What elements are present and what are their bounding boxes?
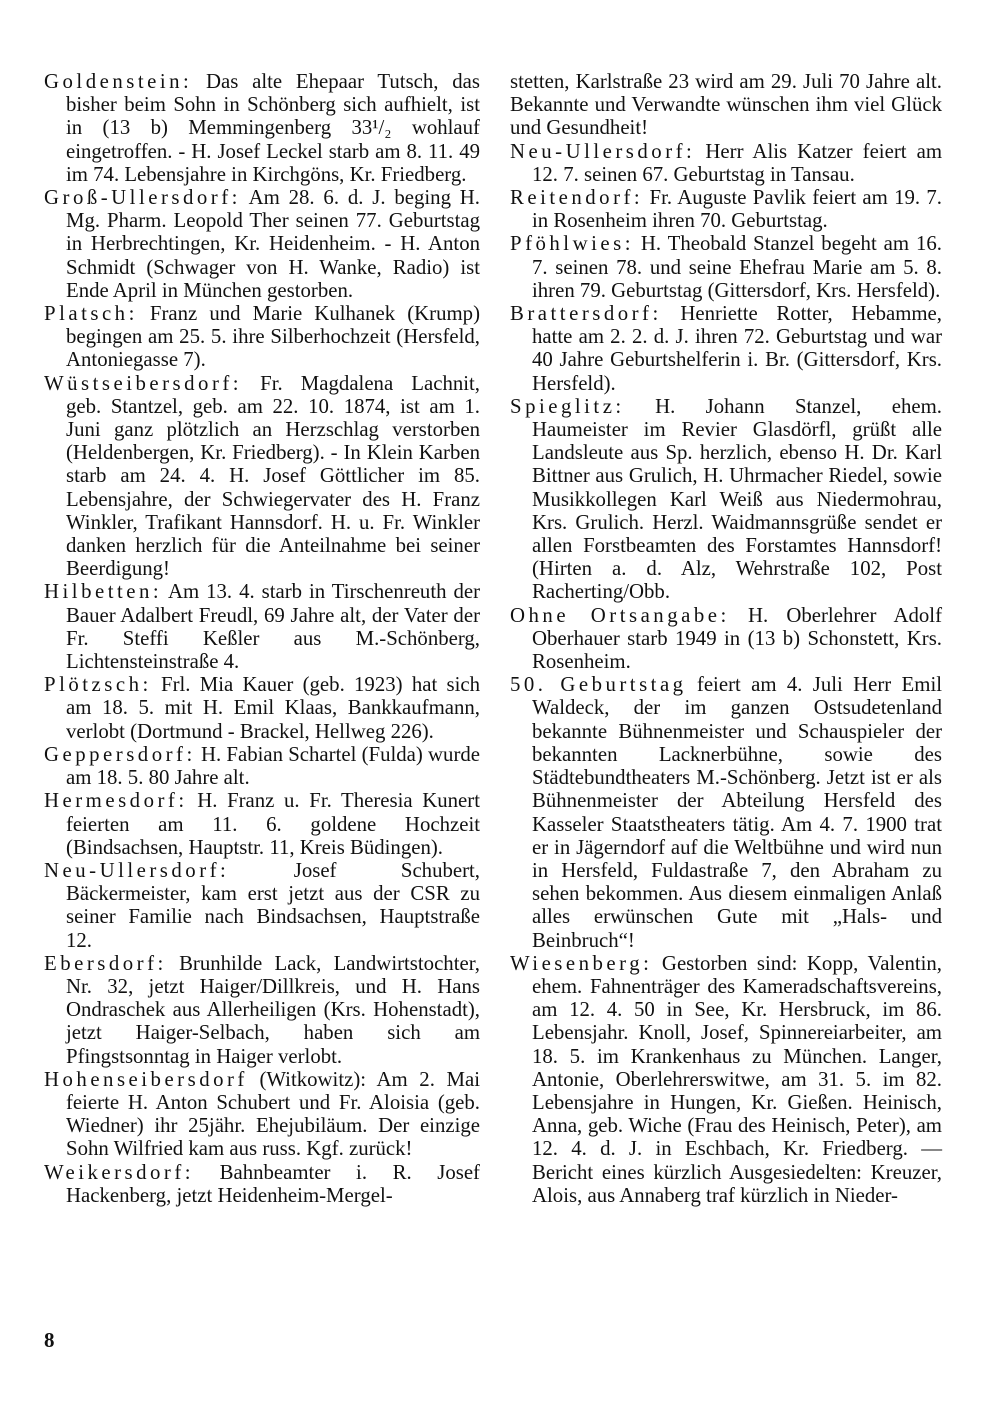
place-name: Hohenseibersdorf xyxy=(44,1067,248,1091)
entry-text: feiert am 4. Juli Herr Emil Waldeck, der im ganzen Ostsudetenland bekannte Bühnenmeister und Schauspieler der bekannten Lacknerbühne, sowie des Städtebundtheaters M.-Schönberg. Jetzt ist er als Bühnenmeister der Abteilung Hersfeld des Kasseler Staatstheaters tätig. Am 4. 7. 1900 trat er in Jägerndorf auf die Weltbühne und wird nun in Hersfeld, Fuldastraße 7, den Abraham zu sehen bekommen. Aus diesem einmaligen Anlaß alles erwünschen Gute mit „Hals- und Beinbruch“! xyxy=(532,673,942,952)
entry-text: Das alte Ehepaar Tutsch, das bisher beim Sohn in Schönberg sich aufhielt, ist in (13 b) Memmingenberg 33¹/₂ wohlauf eingetroffen. - H. Josef Leckel starb am 8. 11. 49 im 74. Lebensjahre in Kirchgöns, Kr. Friedberg. xyxy=(66,70,480,186)
news-entry xyxy=(510,186,942,232)
entry-text: Am 28. 6. d. J. beging H. Mg. Pharm. Leopold Ther seinen 77. Geburtstag in Herbrechtingen, Kr. Heidenheim. - H. Anton Schmidt (Schwager von H. Wanke, Radio) ist Ende April in München gestorben. xyxy=(66,186,480,302)
news-entry xyxy=(44,302,480,372)
entry-text: Am 13. 4. starb in Tirschenreuth der Bauer Adalbert Freudl, 69 Jahre alt, der Vater der Fr. Steffi Keßler aus M.-Schönberg, Lichtensteinstraße 4. xyxy=(66,580,480,674)
place-name: Ohne Ortsangabe: xyxy=(510,603,730,627)
news-entry xyxy=(44,580,480,673)
entry-text: stetten, Karlstraße 23 wird am 29. Juli 70 Jahre alt. Bekannte und Verwandte wünschen ihm viel Glück und Gesundheit! xyxy=(510,70,942,140)
place-name: Pföhlwies: xyxy=(510,232,634,256)
news-entry-continued xyxy=(510,70,942,140)
entry-text: Frl. Mia Kauer (geb. 1923) hat sich am 18. 5. mit H. Emil Klaas, Bankkaufmann, verlobt (Dortmund - Brackel, Hellweg 226). xyxy=(66,673,480,743)
entry-text: Franz und Marie Kulhanek (Krump) begingen am 25. 5. ihre Silberhochzeit (Hersfeld, Antoniegasse 7). xyxy=(66,302,480,372)
place-name: Spieglitz: xyxy=(510,394,625,418)
news-entry xyxy=(510,395,942,604)
news-entry xyxy=(510,232,942,302)
news-entry xyxy=(44,859,480,952)
place-name: Goldenstein: xyxy=(44,70,193,93)
entry-text: Gestorben sind: Kopp, Valentin, ehem. Fahnenträger des Kameradschaftsvereins, am 12. 4. 50 in See, Kr. Hersbruck, im 86. Lebensjahr. Knoll, Josef, Spinnereiarbeiter, am 18. 5. im Krankenhaus zu München. Langer, Antonie, Oberlehrerswitwe, am 31. 5. im 82. Lebensjahre in Hungen, Kr. Gießen. Heinisch, Anna, geb. Wiche (Frau des Heinisch, Peter), am 12. 4. d. J. in Eschbach, Kr. Friedberg. — Bericht eines kürzlich Ausgesiedelten: Kreuzer, Alois, aus Annaberg traf kürzlich in Nieder- xyxy=(532,951,942,1207)
entry-text: Henriette Rotter, Hebamme, hatte am 2. 2. d. J. ihren 72. Geburtstag und war 40 Jahre Geburtshelferin i. Br. (Gittersdorf, Krs. Hersfeld). xyxy=(532,302,942,395)
left-column xyxy=(44,70,480,1207)
news-entry xyxy=(44,673,480,743)
news-entry xyxy=(44,952,480,1068)
place-name: 50. Geburtstag xyxy=(510,673,687,697)
right-column xyxy=(510,70,942,1207)
entry-text: (Witkowitz): Am 2. Mai feierte H. Anton Schubert und Fr. Aloisia (geb. Wiedner) ihr 25jähr. Ehejubiläum. Der einzige Sohn Wilfried kam aus russ. Kgf. zurück! xyxy=(66,1067,480,1161)
page-number: 8 xyxy=(44,1328,55,1352)
entry-text: H. Johann Stanzel, ehem. Haumeister im Revier Glasdörfl, grüßt alle Landsleute aus Sp. herzlich, ebenso H. Dr. Karl Bittner aus Grulich, H. Uhrmacher Riedel, sowie Musikkollegen Karl Weiß aus Niedermohrau, Krs. Grulich. Herzl. Waidmannsgrüße sendet er allen Forstbeamten des Forstamtes Hannsdorf! (Hirten a. d. Alz, Wehrstraße 102, Post Racherting/Obb. xyxy=(532,394,942,604)
place-name: Reitendorf: xyxy=(510,186,644,210)
news-entry xyxy=(44,1068,480,1161)
entry-text: H. Fabian Schartel (Fulda) wurde am 18. 5. 80 Jahre alt. xyxy=(66,742,480,790)
place-name: Ebersdorf: xyxy=(44,951,167,975)
entry-text: H. Oberlehrer Adolf Oberhauer starb 1949 in (13 b) Schonstett, Krs. Rosenheim. xyxy=(532,603,942,674)
news-entry xyxy=(44,70,480,186)
entry-text: Brunhilde Lack, Landwirtstochter, Nr. 32, jetzt Haiger/Dillkreis, und H. Hans Ondraschek aus Allerheiligen (Krs. Hohenstadt), jetzt Haiger-Selbach, haben sich am Pfingstsonntag in Haiger verlobt. xyxy=(66,951,480,1068)
entry-text: H. Franz u. Fr. Theresia Kunert feierten am 11. 6. goldene Hochzeit (Bindsachsen, Hauptstr. 11, Kreis Büdingen). xyxy=(66,789,480,859)
place-name: Neu-Ullersdorf: xyxy=(510,139,696,163)
place-name: Wüstseibersdorf: xyxy=(44,371,243,395)
entry-text: Fr. Magdalena Lachnit, geb. Stantzel, geb. am 22. 10. 1874, ist am 1. Juni ganz plötzlich an Herzschlag verstorben (Heldenbergen, Kr. Friedberg). - In Klein Karben starb am 24. 4. H. Josef Göttlicher im 85. Lebensjahre, der Schwiegervater des H. Franz Winkler, Trafikant Hannsdorf. H. u. Fr. Winkler danken herzlich für die Anteilnahme bei seiner Beerdigung! xyxy=(66,371,480,581)
place-name: Brattersdorf: xyxy=(510,302,662,326)
news-entry xyxy=(510,673,942,951)
news-entry xyxy=(44,743,480,789)
news-entry xyxy=(44,186,480,302)
news-entry xyxy=(44,372,480,581)
news-entry xyxy=(44,789,480,859)
news-entry xyxy=(510,952,942,1207)
place-name: Groß-Ullersdorf: xyxy=(44,186,241,210)
news-entry xyxy=(44,1161,480,1207)
place-name: Plötzsch: xyxy=(44,673,152,697)
place-name: Wiesenberg: xyxy=(510,951,653,975)
place-name: Hilbetten: xyxy=(44,580,163,604)
place-name: Platsch: xyxy=(44,302,138,326)
news-entry xyxy=(510,302,942,395)
place-name: Neu-Ullersdorf: xyxy=(44,858,230,882)
place-name: Hermesdorf: xyxy=(44,789,188,813)
place-name: Weikersdorf: xyxy=(44,1160,195,1184)
entry-text: H. Theobald Stanzel begeht am 16. 7. seinen 78. und seine Ehefrau Marie am 5. 8. ihren 79. Geburtstag (Gittersdorf, Krs. Hersfeld). xyxy=(532,232,942,302)
entry-text: Herr Alis Katzer feiert am 12. 7. seinen 67. Geburtstag in Tansau. xyxy=(532,139,942,186)
entry-text: Bahnbeamter i. R. Josef Hackenberg, jetzt Heidenheim-Mergel- xyxy=(66,1160,480,1207)
entry-text: Fr. Auguste Pavlik feiert am 19. 7. in Rosenheim ihren 70. Geburtstag. xyxy=(532,186,942,233)
news-entry xyxy=(510,140,942,186)
entry-text: Josef Schubert, Bäckermeister, kam erst jetzt aus der CSR zu seiner Familie nach Bindsachsen, Hauptstraße 12. xyxy=(66,858,480,952)
news-entry xyxy=(510,604,942,674)
place-name: Geppersdorf: xyxy=(44,742,196,766)
